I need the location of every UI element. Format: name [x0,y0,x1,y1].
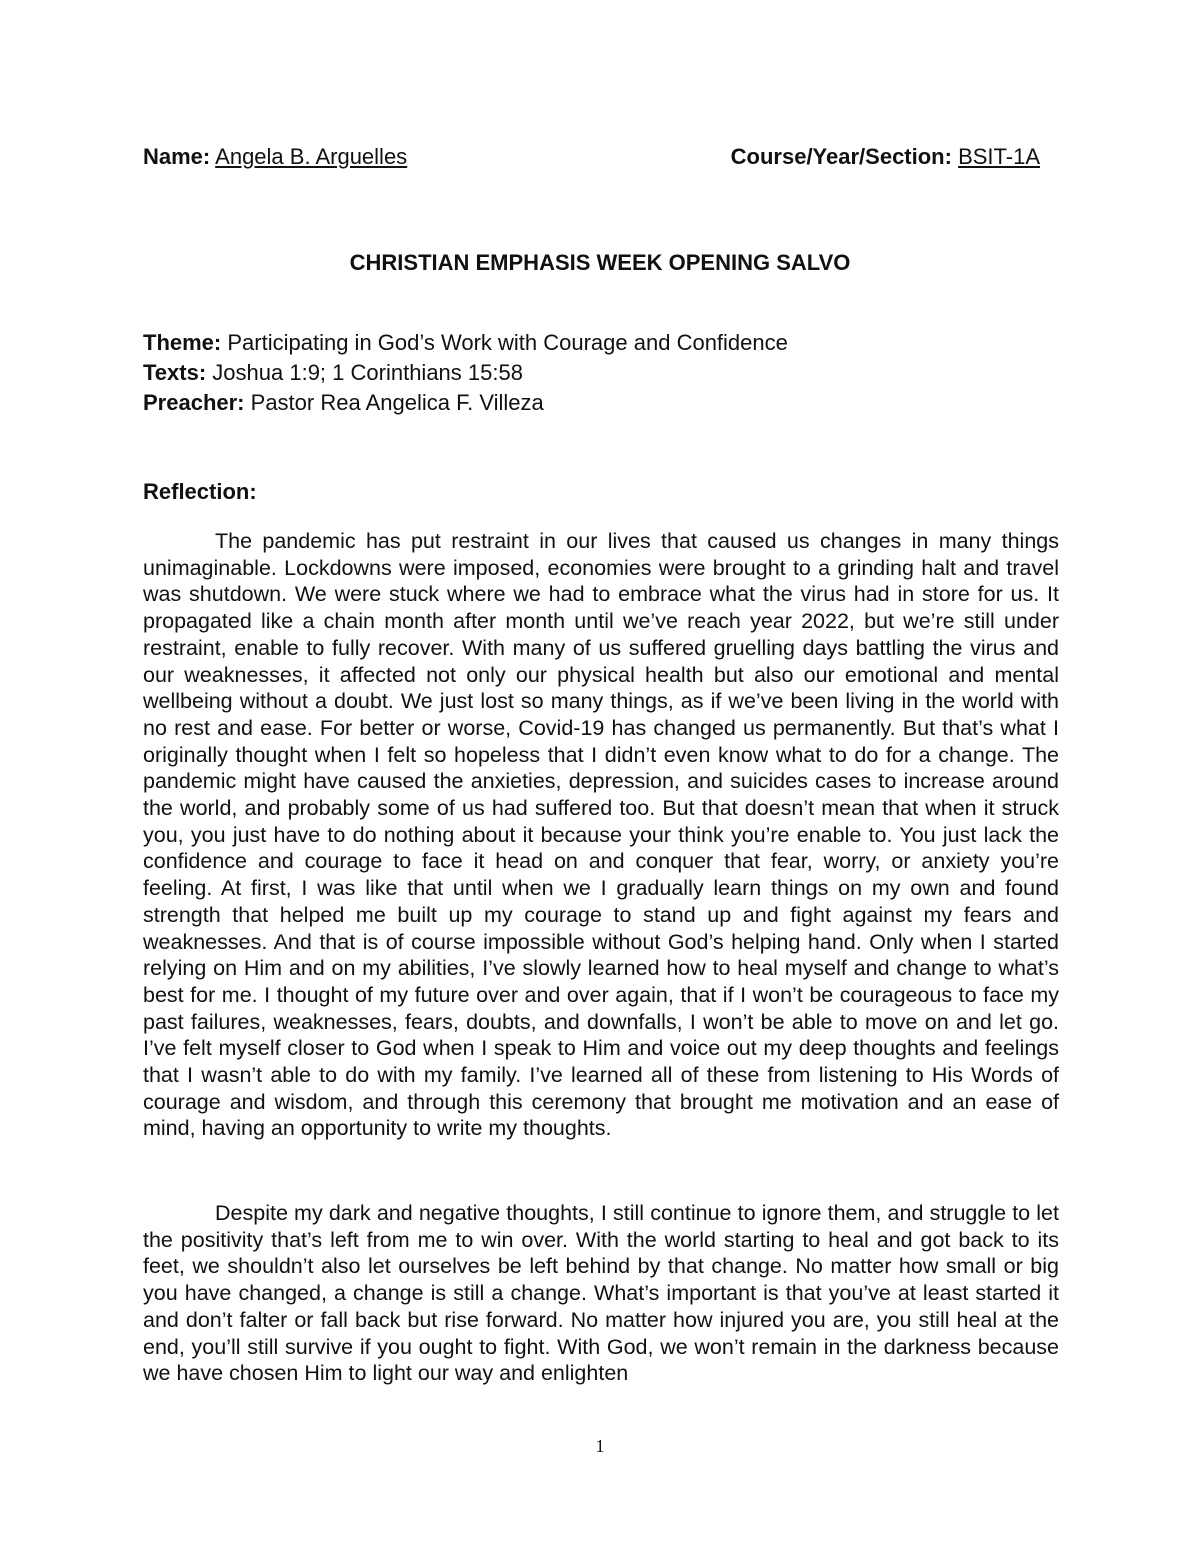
name-value: Angela B. Arguelles [215,144,408,169]
reflection-paragraph-2: Despite my dark and negative thoughts, I still continue to ignore them, and struggle to let the positivity that’s left from me to win over. With the world starting to heal and got back to its feet, we shouldn’t also let ourselves be left behind by that change. No matter how small or big you have changed, a change is still a change. What’s important is that you’ve at least started it and don’t falter or fall back but rise forward. No matter how injured you are, you still heal at the end, you’ll still survive if you ought to fight. With God, we won’t remain in the darkness because we have chosen Him to light our way and enlighten [143,1201,1059,1386]
texts-line [143,358,1057,388]
course-label: Course/Year/Section: [730,144,952,169]
texts-label: Texts: [143,360,207,385]
texts-value: Joshua 1:9; 1 Corinthians 15:58 [212,360,523,385]
reflection-paragraph-1: The pandemic has put restraint in our lives that caused us changes in many things unimaginable. Lockdowns were imposed, economies were brought to a grinding halt and travel was shutdown. We were stuck where we had to embrace what the virus had in store for us. It propagated like a chain month after month until we’ve reach year 2022, but we’re still under restraint, enable to fully recover. With many of us suffered gruelling days battling the virus and our weaknesses, it affected not only our physical health but also our emotional and mental wellbeing without a doubt. We just lost so many things, as if we’ve been living in the world with no rest and ease. For better or worse, Covid-19 has changed us permanently. But that’s what I originally thought when I felt so hopeless that I didn’t even know what to do for a change. The pandemic might have caused the anxieties, depression, and suicides cases to increase around the world, and probably some of us had suffered too. But that doesn’t mean that when it struck you, you just have to do nothing about it because your think you’re enable to. You just lack the confidence and courage to face it head on and conquer that fear, worry, or anxiety you’re feeling. At first, I was like that until when we I gradually learn things on my own and found strength that helped me built up my courage to stand up and fight against my fears and weaknesses. And that is of course impossible without God’s helping hand. Only when I started relying on Him and on my abilities, I’ve slowly learned how to heal myself and change to what’s best for me. I thought of my future over and over again, that if I won’t be courageous to face my past failures, weaknesses, fears, doubts, and downfalls, I won’t be able to move on and let go. I’ve felt myself closer to God when I speak to Him and voice out my deep thoughts and feelings that I wasn’t able to do with my family. I’ve learned all of these from listening to His Words of courage and wisdom, and through this ceremony that brought me motivation and an ease of mind, having an opportunity to write my thoughts. [143,529,1059,1141]
reflection-heading: Reflection: [143,479,257,504]
name-label: Name: [143,144,211,169]
preacher-label: Preacher: [143,390,245,415]
sermon-details [143,328,1057,418]
theme-line [143,328,1057,358]
course-value: BSIT-1A [958,144,1040,169]
course-field [731,142,1040,172]
student-info-line [143,142,1040,172]
theme-value: Participating in God’s Work with Courage and Confidence [227,330,788,355]
document-title: CHRISTIAN EMPHASIS WEEK OPENING SALVO [349,250,851,275]
theme-label: Theme: [143,330,222,355]
preacher-line [143,388,1057,418]
page-number: 1 [595,1436,605,1456]
preacher-value: Pastor Rea Angelica F. Villeza [250,390,544,415]
name-field [143,142,407,172]
